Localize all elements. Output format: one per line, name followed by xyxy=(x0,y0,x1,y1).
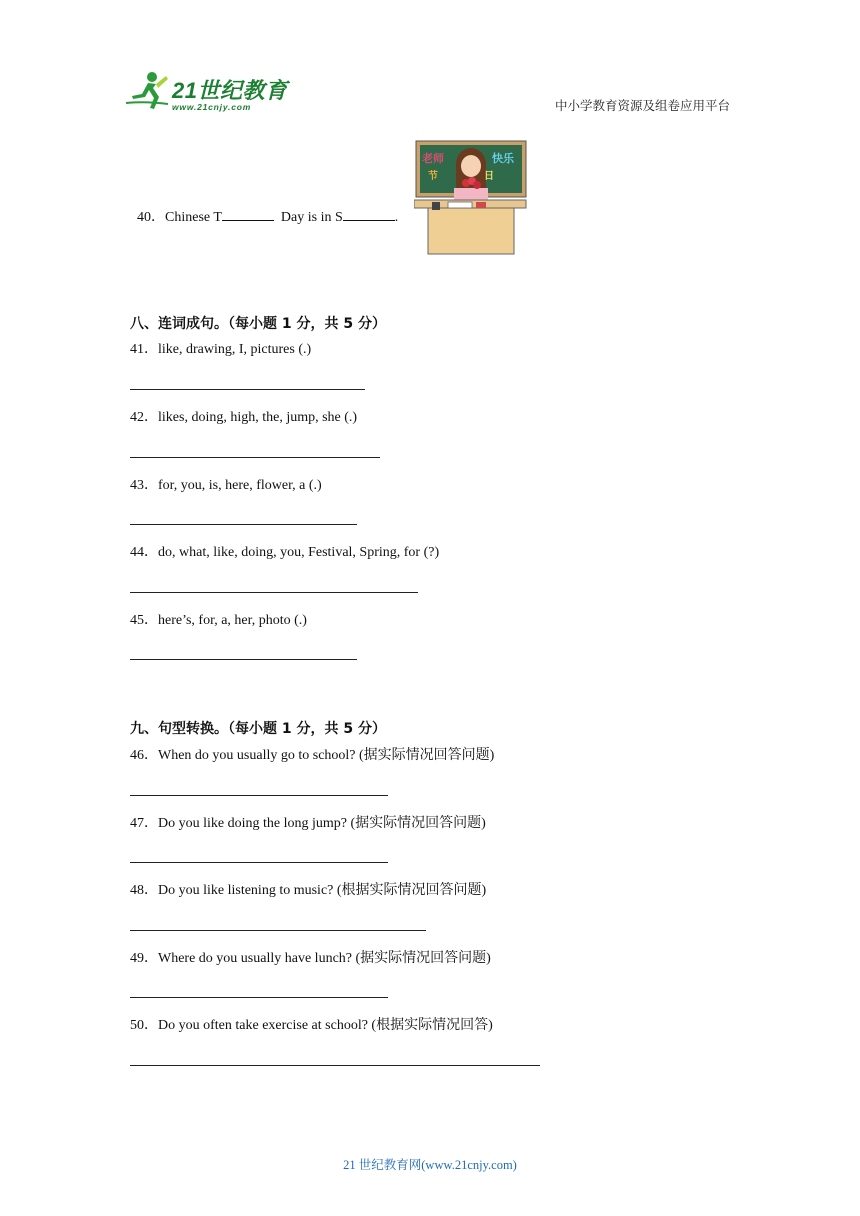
board-word-day: 日 xyxy=(484,171,494,182)
page-footer: 21 世纪教育网(www.21cnjy.com) xyxy=(343,1158,517,1172)
question-text: Do you like doing the long jump? (据实际情况回答问题) xyxy=(158,816,486,831)
question-45 xyxy=(130,612,307,630)
answer-line[interactable] xyxy=(130,1065,540,1066)
question-number: 41． xyxy=(130,342,158,357)
board-word-teacher: 老师 xyxy=(422,152,444,165)
runner-logo-icon xyxy=(122,70,170,112)
board-word-happy: 快乐 xyxy=(492,152,514,165)
question-number: 42． xyxy=(130,410,158,425)
question-number: 44． xyxy=(130,545,158,560)
question-44 xyxy=(130,544,439,562)
answer-line[interactable] xyxy=(130,457,380,458)
question-40 xyxy=(130,189,398,227)
question-text: likes, doing, high, the, jump, she (.) xyxy=(158,410,358,425)
teachers-day-illustration xyxy=(414,140,528,256)
question-47 xyxy=(130,815,486,833)
answer-line[interactable] xyxy=(130,930,426,931)
question-text: here’s, for, a, her, photo (.) xyxy=(158,613,307,628)
answer-blank[interactable] xyxy=(343,207,395,221)
answer-line[interactable] xyxy=(130,592,418,593)
question-number: 47． xyxy=(130,816,158,831)
question-number: 40． xyxy=(137,210,165,225)
question-number: 48． xyxy=(130,883,158,898)
question-46 xyxy=(130,747,494,765)
question-text: do, what, like, doing, you, Festival, Spring, for (?) xyxy=(158,545,440,560)
question-number: 49． xyxy=(130,951,158,966)
question-42 xyxy=(130,409,357,427)
question-text: Where do you usually have lunch? (据实际情况回答问题) xyxy=(158,951,491,966)
question-number: 45． xyxy=(130,613,158,628)
question-48 xyxy=(130,882,486,900)
answer-line[interactable] xyxy=(130,862,388,863)
question-number: 50． xyxy=(130,1018,158,1033)
question-text: Do you often take exercise at school? (根据实际情况回答) xyxy=(158,1018,493,1033)
question-text-part3: . xyxy=(394,210,399,225)
question-text-part2: Day is in S xyxy=(273,210,343,225)
question-text-part1: Chinese T xyxy=(165,210,222,225)
site-logo xyxy=(122,68,292,118)
logo-text: 21世纪教育 xyxy=(172,78,288,103)
question-41 xyxy=(130,341,311,359)
answer-line[interactable] xyxy=(130,389,365,390)
question-50 xyxy=(130,1017,493,1035)
section-8-title: 八、连词成句。（每小题 1 分，共 5 分） xyxy=(130,316,386,332)
answer-line[interactable] xyxy=(130,524,357,525)
answer-line[interactable] xyxy=(130,997,388,998)
section-9-title: 九、句型转换。（每小题 1 分，共 5 分） xyxy=(130,721,386,737)
question-text: for, you, is, here, flower, a (.) xyxy=(158,478,322,493)
question-49 xyxy=(130,950,491,968)
question-text: When do you usually go to school? (据实际情况回答问题) xyxy=(158,748,495,763)
question-text: Do you like listening to music? (根据实际情况回答问题) xyxy=(158,883,487,898)
question-43 xyxy=(130,477,322,495)
question-number: 43． xyxy=(130,478,158,493)
answer-line[interactable] xyxy=(130,659,357,660)
header-slogan: 中小学教育资源及组卷应用平台 xyxy=(554,98,730,113)
logo-url: www.21cnjy.com xyxy=(172,102,252,112)
board-word-festival: 节 xyxy=(428,171,438,182)
answer-line[interactable] xyxy=(130,795,388,796)
question-number: 46． xyxy=(130,748,158,763)
answer-blank[interactable] xyxy=(222,207,274,221)
question-text: like, drawing, I, pictures (.) xyxy=(158,342,312,357)
